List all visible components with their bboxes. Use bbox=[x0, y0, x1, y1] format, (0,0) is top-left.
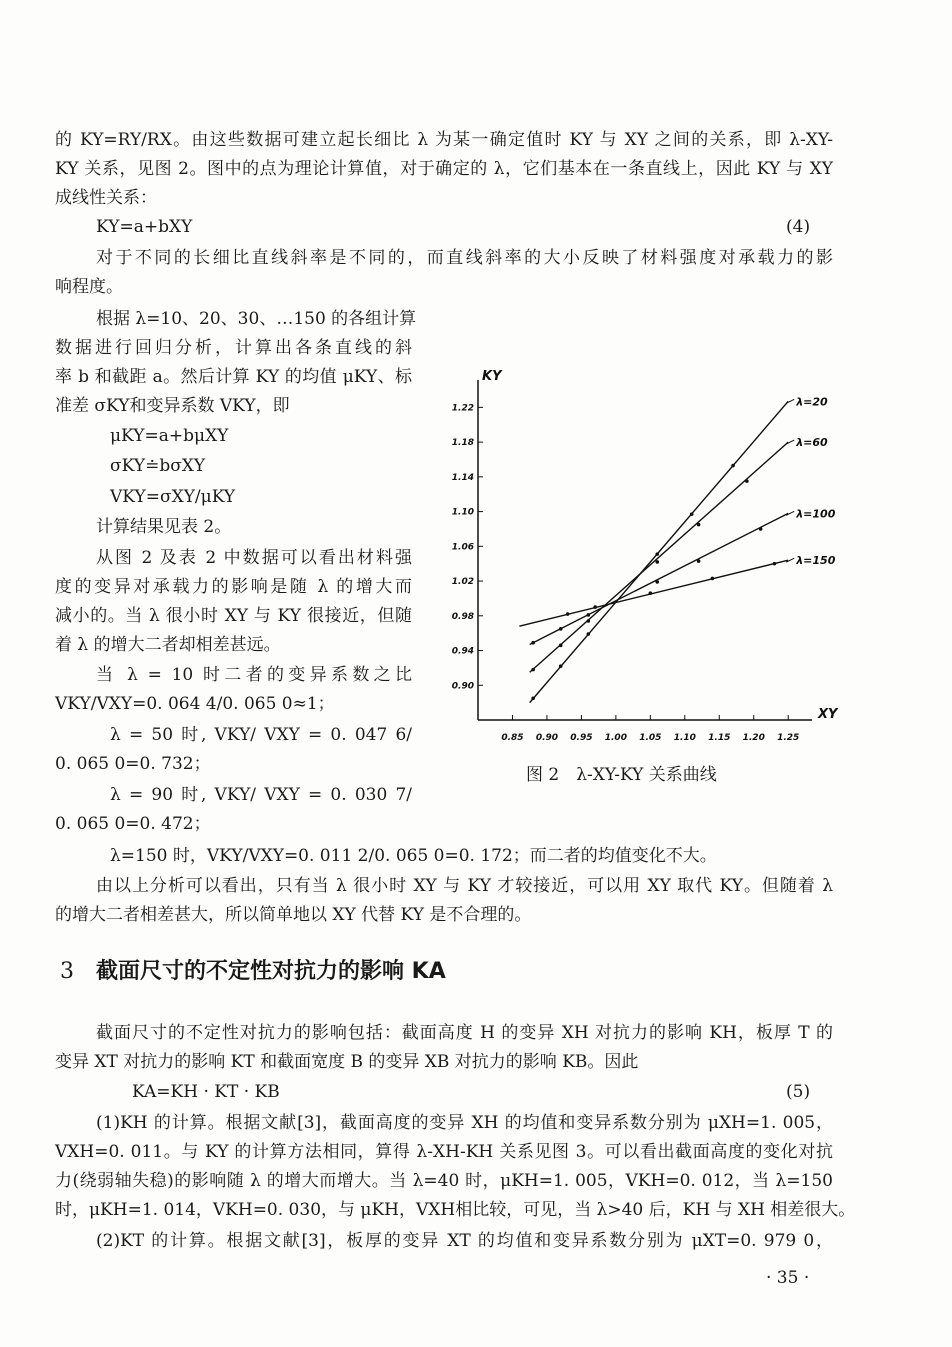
text-line: 0. 065 0=0. 732； bbox=[55, 754, 211, 774]
page-number: · 35 · bbox=[766, 1268, 810, 1288]
data-point bbox=[745, 479, 749, 483]
text-line: 成线性关系： bbox=[55, 188, 157, 208]
series-label: λ=20 bbox=[796, 395, 828, 409]
text-line: 当 λ = 10 时二者的变异系数之比 bbox=[96, 665, 412, 685]
x-tick-label: 1.10 bbox=[673, 733, 696, 743]
series-line bbox=[530, 513, 789, 644]
data-point bbox=[566, 612, 570, 616]
x-tick-label: 1.00 bbox=[604, 733, 627, 743]
text-line: VKY=σXY/μKY bbox=[110, 487, 236, 507]
text-line: 的 KY=RY/RX。由这些数据可建立起长细比 λ 为某一确定值时 KY 与 XY 之间的关系，即 λ-XY- bbox=[55, 130, 833, 150]
text-line: 力(绕弱轴失稳)的影响随 λ 的增大而增大。当 λ=40 时，μKH=1. 005，VKH=0. 012，当 λ=150 bbox=[55, 1171, 833, 1191]
data-point bbox=[690, 512, 694, 516]
data-point bbox=[531, 641, 535, 645]
data-point bbox=[655, 552, 659, 556]
text-line: 度的变异对承载力的影响是随 λ 的增大而 bbox=[55, 577, 412, 597]
series-line bbox=[530, 442, 789, 672]
text-line: σKY≐bσXY bbox=[110, 456, 206, 476]
x-tick-label: 1.15 bbox=[708, 733, 731, 743]
data-point bbox=[759, 527, 763, 531]
figure-caption: 图 2 λ-XY-KY 关系曲线 bbox=[526, 765, 717, 785]
data-point bbox=[559, 627, 563, 631]
text-line: KY=a+bXY bbox=[96, 217, 193, 237]
data-point bbox=[593, 605, 597, 609]
text-line: 0. 065 0=0. 472； bbox=[55, 814, 211, 834]
data-point bbox=[697, 523, 701, 527]
text-line: λ = 90 时, VKY/ VXY = 0. 030 7/ bbox=[110, 785, 412, 805]
text-line: μKY=a+bμXY bbox=[110, 426, 229, 446]
x-tick-label: 0.90 bbox=[535, 733, 559, 743]
text-line: λ=150 时，VKY/VXY=0. 011 2/0. 065 0=0. 172；而二者的均值变化不大。 bbox=[110, 846, 717, 866]
text-line: KA=KH · KT · KB bbox=[132, 1082, 280, 1102]
text-line: 变异 XT 对抗力的影响 KT 和截面宽度 B 的变异 XB 对抗力的影响 KB。因此 bbox=[55, 1052, 639, 1072]
text-line: 计算结果见表 2。 bbox=[96, 517, 232, 537]
data-point bbox=[559, 664, 563, 668]
series-label: λ=60 bbox=[796, 436, 828, 450]
text-line: VKY/VXY=0. 064 4/0. 065 0≈1； bbox=[55, 694, 335, 714]
section-number: 3 bbox=[60, 959, 74, 984]
x-tick-label: 0.95 bbox=[570, 733, 593, 743]
x-tick-label: 1.25 bbox=[777, 733, 800, 743]
data-point bbox=[773, 562, 777, 566]
data-point bbox=[697, 559, 701, 563]
text-line: 截面尺寸的不定性对抗力的影响包括：截面高度 H 的变异 XH 对抗力的影响 KH，板厚 T 的 bbox=[96, 1023, 833, 1043]
y-tick-label: 1.18 bbox=[451, 438, 474, 449]
text-line: 率 b 和截距 a。然后计算 KY 的均值 μKY、标 bbox=[55, 367, 412, 387]
section-title: 截面尺寸的不定性对抗力的影响 KA bbox=[96, 959, 446, 984]
equation-number-4: (4) bbox=[786, 217, 811, 237]
text-line: 减小的。当 λ 很小时 XY 与 KY 很接近，但随 bbox=[55, 606, 412, 626]
text-line: VXH=0. 011。与 KY 的计算方法相同，算得 λ-XH-KH 关系见图 3。可以看出截面高度的变化对抗 bbox=[55, 1142, 833, 1162]
y-tick-label: 0.94 bbox=[451, 646, 474, 657]
text-line: (1)KH 的计算。根据文献[3]，截面高度的变异 XH 的均值和变异系数分别为 μXH=1. 005， bbox=[96, 1113, 833, 1133]
y-axis-label: KY bbox=[482, 369, 502, 384]
series-line bbox=[530, 401, 789, 702]
text-line: 响程度。 bbox=[55, 277, 123, 297]
x-tick-label: 1.20 bbox=[742, 733, 765, 743]
x-tick-label: 0.85 bbox=[501, 733, 524, 743]
text-line: 从图 2 及表 2 中数据可以看出材料强 bbox=[96, 548, 412, 568]
data-point bbox=[586, 619, 590, 623]
figure-2-chart bbox=[430, 360, 838, 750]
section-heading bbox=[60, 958, 446, 986]
text-line: 准差 σKY和变异系数 VKY，即 bbox=[55, 396, 290, 416]
text-line: λ = 50 时, VKY/ VXY = 0. 047 6/ bbox=[110, 725, 412, 745]
equation-number-5: (5) bbox=[786, 1082, 811, 1102]
series-line bbox=[519, 560, 788, 626]
y-tick-label: 0.90 bbox=[451, 681, 474, 692]
data-point bbox=[531, 696, 535, 700]
text-line: 的增大二者相差甚大，所以简单地以 XY 代替 KY 是不合理的。 bbox=[55, 905, 532, 925]
x-tick-label: 1.05 bbox=[639, 733, 662, 743]
text-line: 时，μKH=1. 014，VKH=0. 030，与 μKH，VXH相比较，可见，当 λ>40 后，KH 与 XH 相差很大。 bbox=[55, 1200, 856, 1220]
data-point bbox=[711, 577, 715, 581]
series-label: λ=100 bbox=[796, 507, 836, 521]
x-axis-label: XY bbox=[818, 707, 838, 722]
text-line: 对于不同的长细比直线斜率是不同的，而直线斜率的大小反映了材料强度对承载力的影 bbox=[96, 248, 833, 268]
data-point bbox=[559, 644, 563, 648]
y-tick-label: 1.02 bbox=[451, 577, 474, 588]
y-tick-label: 1.10 bbox=[451, 507, 474, 518]
text-line: 根据 λ=10、20、30、…150 的各组计算 bbox=[96, 309, 417, 329]
data-point bbox=[586, 613, 590, 617]
text-line: 数据进行回归分析，计算出各条直线的斜 bbox=[55, 338, 412, 358]
text-line: KY 关系，见图 2。图中的点为理论计算值，对于确定的 λ，它们基本在一条直线上，因此 KY 与 XY bbox=[55, 159, 833, 179]
y-tick-label: 1.06 bbox=[451, 542, 474, 553]
y-tick-label: 1.14 bbox=[451, 472, 474, 483]
text-line: (2)KT 的计算。根据文献[3]，板厚的变异 XT 的均值和变异系数分别为 μXT=0. 979 0， bbox=[96, 1231, 833, 1251]
y-tick-label: 0.98 bbox=[451, 611, 474, 622]
text-line: 着 λ 的增大二者却相差甚远。 bbox=[55, 635, 281, 655]
data-point bbox=[531, 668, 535, 672]
text-line: 由以上分析可以看出，只有当 λ 很小时 XY 与 KY 才较接近，可以用 XY 取代 KY。但随着 λ bbox=[96, 876, 833, 896]
data-point bbox=[655, 560, 659, 564]
data-point bbox=[649, 591, 653, 595]
data-point bbox=[586, 632, 590, 636]
data-point bbox=[655, 580, 659, 584]
series-label: λ=150 bbox=[796, 554, 836, 568]
y-tick-label: 1.22 bbox=[451, 403, 474, 414]
data-point bbox=[731, 464, 735, 468]
